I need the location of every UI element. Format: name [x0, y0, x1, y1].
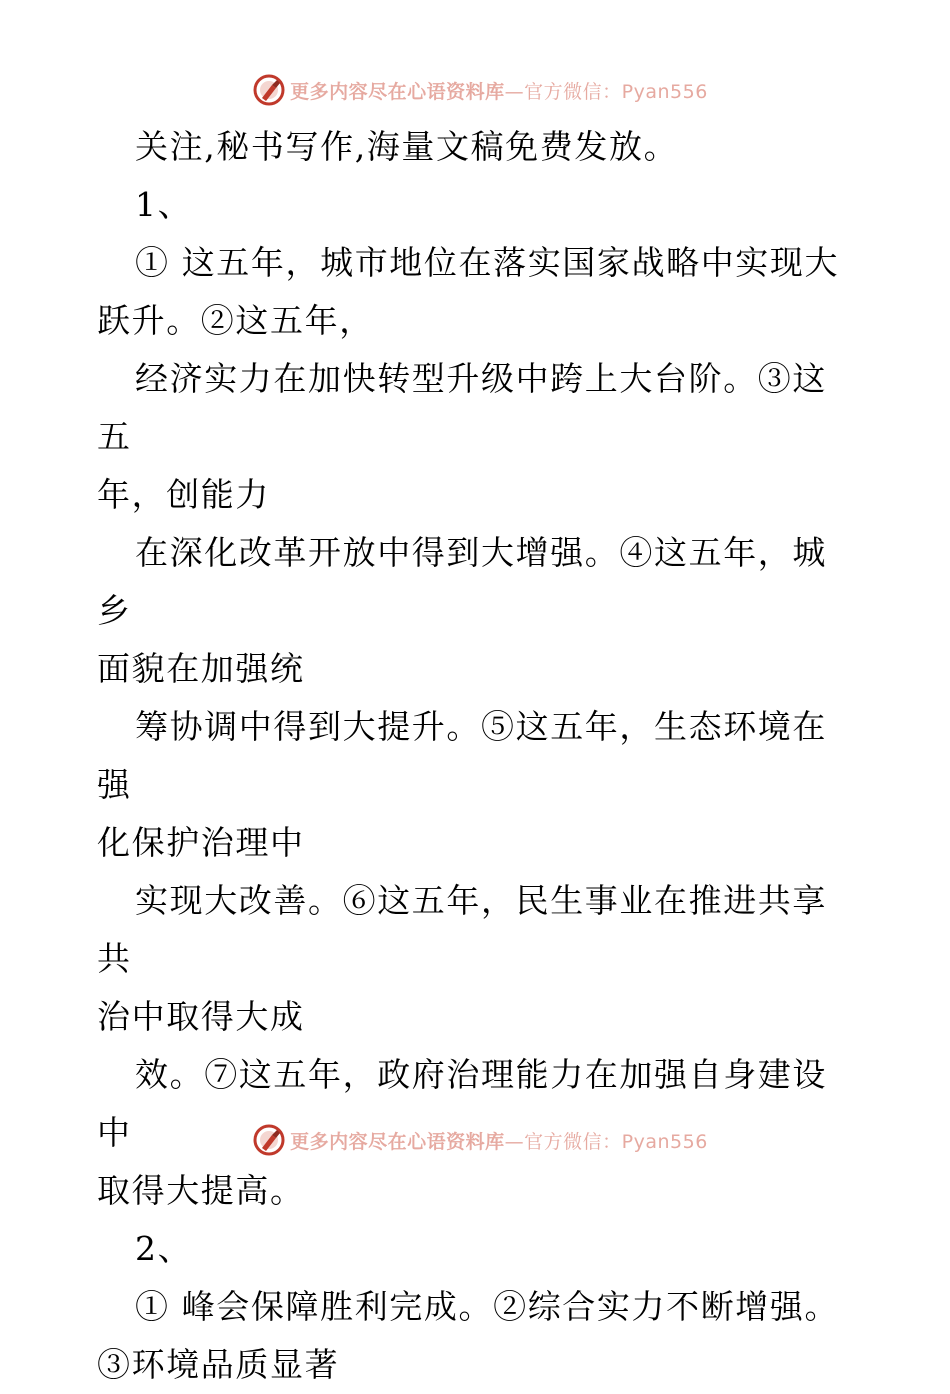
paragraph-item [97, 524, 857, 640]
text-line: 年，创能力 [97, 475, 270, 514]
text-line: ① 峰会保障胜利完成。②综合实力不断增强。 [135, 1287, 840, 1326]
text-line: 1、 [135, 185, 193, 224]
paragraph-item [97, 872, 857, 988]
text-line: 化保护治理中 [97, 823, 305, 862]
text-line: 实现大改善。⑥这五年，民生事业在推进共享共 [97, 881, 827, 978]
text-line: 经济实力在加快转型升级中跨上大台阶。③这五 [97, 359, 827, 456]
text-line: ① 这五年，城市地位在落实国家战略中实现大 [135, 243, 840, 282]
text-line: 2、 [135, 1229, 193, 1268]
paragraph-item-continuation [97, 466, 857, 524]
text-line: ③环境品质显著 [97, 1345, 340, 1384]
watermark-brand-text: 更多内容尽在心语资料库 [290, 80, 505, 103]
paragraph-item-continuation [97, 1336, 857, 1394]
text-line: 取得大提高。 [97, 1171, 305, 1210]
text-line: 在深化改革开放中得到大增强。④这五年，城乡 [97, 533, 827, 630]
text-line: 筹协调中得到大提升。⑤这五年，生态环境在强 [97, 707, 827, 804]
paragraph-item-continuation [97, 1162, 857, 1220]
paragraph-item [97, 234, 857, 292]
text-line: 跃升。②这五年， [97, 301, 374, 340]
watermark-contact-text: —官方微信：Pyan556 [504, 80, 708, 103]
paragraph-item [97, 350, 857, 466]
watermark-brand-text: 更多内容尽在心语资料库 [290, 1130, 505, 1153]
text-line: 关注,秘书写作,海量文稿免费发放。 [135, 127, 679, 166]
pen-nib-logo-icon [252, 1123, 286, 1157]
footer-watermark [0, 1120, 950, 1160]
paragraph-item [97, 698, 857, 814]
section-number-1 [97, 176, 857, 234]
paragraph-item [97, 1278, 857, 1336]
paragraph-item-continuation [97, 292, 857, 350]
pen-nib-logo-icon [252, 73, 286, 107]
text-line: 效。⑦这五年，政府治理能力在加强自身建设中 [97, 1055, 827, 1152]
text-line: 治中取得大成 [97, 997, 305, 1036]
watermark-contact-text: —官方微信：Pyan556 [504, 1130, 708, 1153]
paragraph-item-continuation [97, 814, 857, 872]
document-body [97, 118, 857, 1394]
paragraph-follow-notice [97, 118, 857, 176]
paragraph-item-continuation [97, 640, 857, 698]
paragraph-item-continuation [97, 988, 857, 1046]
text-line: 面貌在加强统 [97, 649, 305, 688]
section-number-2 [97, 1220, 857, 1278]
header-watermark [0, 70, 950, 110]
